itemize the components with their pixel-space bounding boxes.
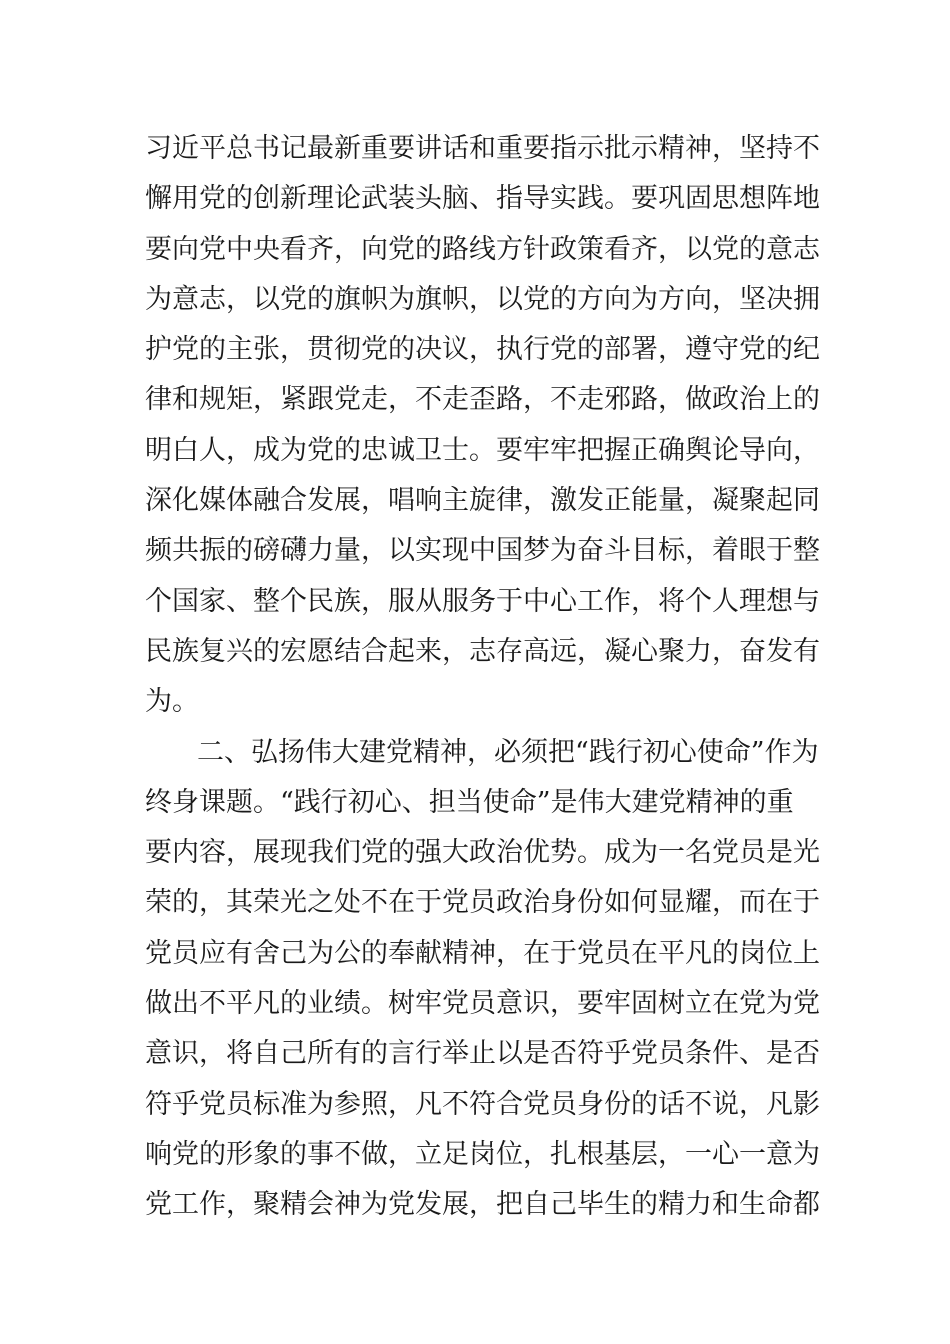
text-line: 党员应有舍己为公的奉献精神，在于党员在平凡的岗位上 — [145, 937, 820, 969]
text-line: 习近平总书记最新重要讲话和重要指示批示精神，坚持不 — [145, 133, 820, 164]
text-line: 懈用党的创新理论武装头脑、指导实践。要巩固思想阵地 — [145, 183, 820, 215]
paragraph-2 — [145, 728, 820, 1231]
text-line: 要向党中央看齐，向党的路线方针政策看齐，以党的意志 — [145, 233, 820, 265]
text-line: 要内容，展现我们党的强大政治优势。成为一名党员是光 — [145, 837, 820, 869]
text-line: 二、弘扬伟大建党精神，必须把“践行初心使命”作为 — [197, 736, 819, 768]
text-line: 个国家、整个民族，服从服务于中心工作，将个人理想与 — [145, 585, 820, 617]
text-line: 为。 — [145, 686, 199, 718]
text-line: 明白人，成为党的忠诚卫士。要牢牢把握正确舆论导向， — [145, 434, 820, 466]
text-line: 党工作，聚精会神为党发展，把自己毕生的精力和生命都 — [145, 1189, 820, 1221]
text-line: 频共振的磅礴力量，以实现中国梦为奋斗目标，着眼于整 — [145, 535, 820, 567]
text-line: 符乎党员标准为参照，凡不符合党员身份的话不说，凡影 — [145, 1088, 820, 1120]
text-line: 荣的，其荣光之处不在于党员政治身份如何显耀，而在于 — [145, 887, 820, 919]
text-line: 律和规矩，紧跟党走，不走歪路，不走邪路，做政治上的 — [145, 384, 820, 416]
document-body — [145, 124, 820, 1231]
text-line: 为意志，以党的旗帜为旗帜，以党的方向为方向，坚决拥 — [145, 283, 820, 315]
text-line: 护党的主张，贯彻党的决议，执行党的部署，遵守党的纪 — [145, 334, 820, 366]
text-line: 深化媒体融合发展，唱响主旋律，激发正能量，凝聚起同 — [145, 485, 820, 517]
text-line: 做出不平凡的业绩。树牢党员意识，要牢固树立在党为党 — [145, 988, 820, 1020]
text-line: 意识，将自己所有的言行举止以是否符乎党员条件、是否 — [145, 1038, 820, 1070]
paragraph-1 — [145, 124, 820, 728]
text-line: 民族复兴的宏愿结合起来，志存高远，凝心聚力，奋发有 — [145, 635, 820, 667]
text-line: 终身课题。“践行初心、担当使命”是伟大建党精神的重 — [145, 786, 794, 818]
text-line: 响党的形象的事不做，立足岗位，扎根基层，一心一意为 — [145, 1138, 820, 1170]
